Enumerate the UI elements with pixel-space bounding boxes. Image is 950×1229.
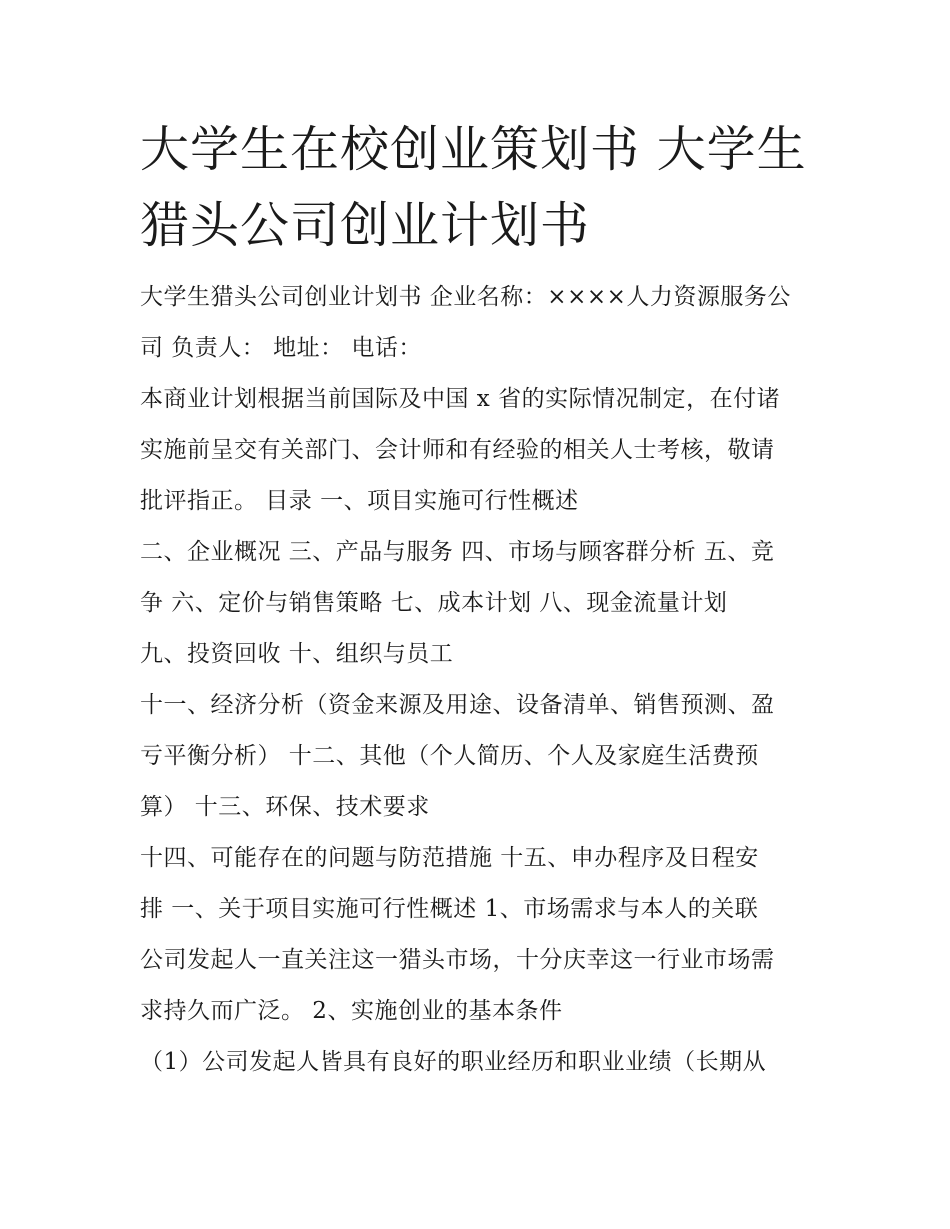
document-body bbox=[140, 272, 820, 1088]
body-line: 司 负责人： 地址： 电话： bbox=[140, 335, 422, 361]
body-line: 十四、可能存在的问题与防范措施 十五、申办程序及日程安 bbox=[140, 845, 759, 871]
body-line: 公司发起人一直关注这一猎头市场，十分庆幸这一行业市场需 bbox=[140, 947, 775, 973]
title-line: 大学生在校创业策划书 大学生 bbox=[140, 121, 807, 178]
body-line: 十一、经济分析（资金来源及用途、设备清单、销售预测、盈 bbox=[140, 692, 775, 718]
body-line: 批评指正。 目录 一、项目实施可行性概述 bbox=[140, 488, 579, 514]
title-line: 猎头公司创业计划书 bbox=[140, 197, 591, 254]
body-line: 二、企业概况 三、产品与服务 四、市场与顾客群分析 五、竞 bbox=[140, 539, 775, 565]
body-line: 大学生猎头公司创业计划书 企业名称：××××人力资源服务公 bbox=[140, 284, 791, 310]
body-line: 排 一、关于项目实施可行性概述 1、市场需求与本人的关联 bbox=[140, 896, 759, 922]
body-line: 求持久而广泛。 2、实施创业的基本条件 bbox=[140, 998, 563, 1024]
body-line: 九、投资回收 十、组织与员工 bbox=[140, 641, 454, 667]
body-line: 实施前呈交有关部门、会计师和有经验的相关人士考核，敬请 bbox=[140, 437, 775, 463]
body-line: 本商业计划根据当前国际及中国 x 省的实际情况制定，在付诸 bbox=[140, 386, 781, 412]
body-line: 算） 十三、环保、技术要求 bbox=[140, 794, 430, 820]
document-title bbox=[140, 112, 820, 264]
body-line: （1）公司发起人皆具有良好的职业经历和职业业绩（长期从 bbox=[140, 1049, 767, 1075]
document-page bbox=[140, 112, 820, 1088]
body-line: 争 六、定价与销售策略 七、成本计划 八、现金流量计划 bbox=[140, 590, 728, 616]
body-line: 亏平衡分析） 十二、其他（个人简历、个人及家庭生活费预 bbox=[140, 743, 759, 769]
